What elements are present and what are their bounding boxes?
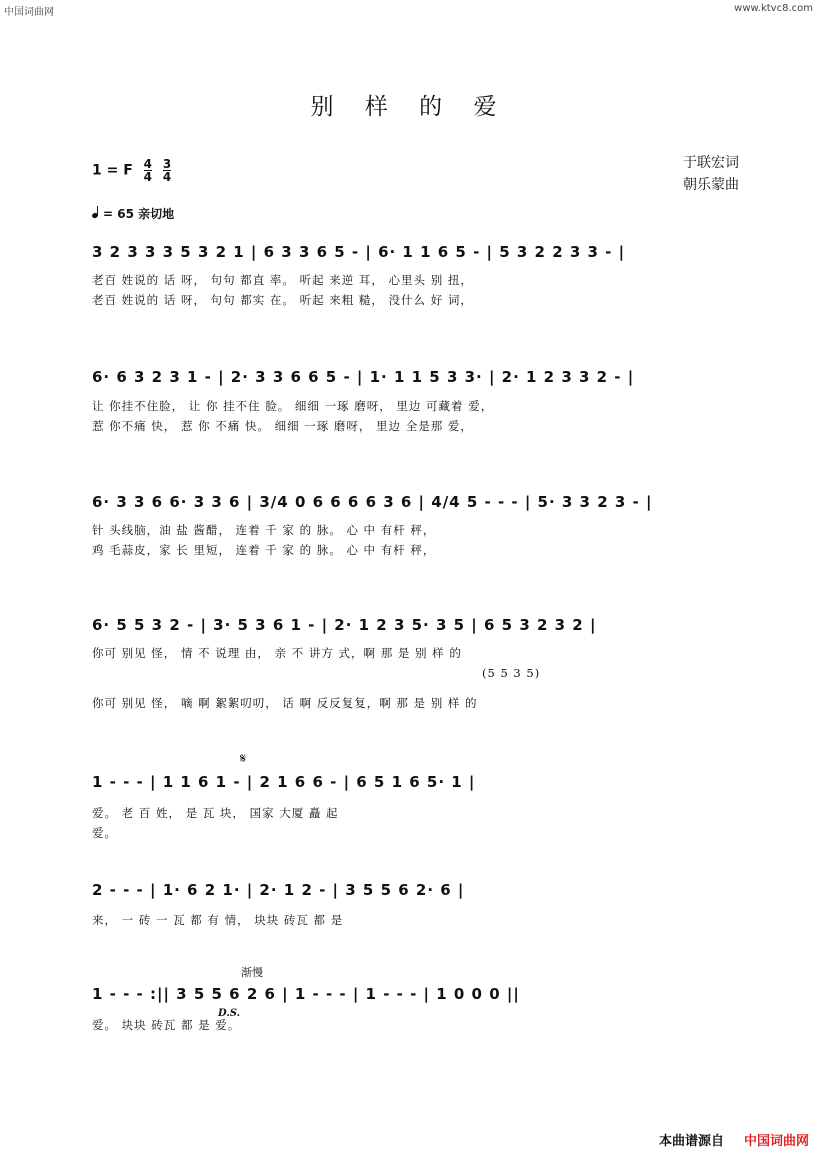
lyric-line-4-alt: (5 5 3 5) [482,666,541,680]
time-signature-3-4: $\frac{3}{4}$ [162,157,172,184]
watermark-right: www.ktvc8.com [734,3,813,14]
lyric-line-4b: 你可 别见 怪， 嘀 啊 絮絮叨叨， 话 啊 反反复复，啊 那 是 别 样 的 [92,696,478,710]
lyric-line-4a: 你可 别见 怪， 情 不 说理 由， 亲 不 讲方 式，啊 那 是 别 样 的 [92,646,462,660]
melody-line-2: 6· 6 3 2 3 1 - | 2· 3 3 6 6 5 - | 1· 1 1 5 3 3· | 2· 1 2 3 3 2 - | [92,368,635,386]
lyric-line-7: 爱。 块块 砖瓦 都 是 爱。 [92,1018,241,1032]
lyric-line-3b: 鸡 毛蒜皮，家 长 里短， 连着 千 家 的 脉。 心 中 有杆 秤， [92,543,436,557]
dal-segno-mark: D.S. [218,1008,241,1019]
lyric-line-1a: 老百 姓说的 话 呀， 句句 都直 率。 听起 来逆 耳， 心里头 别 扭， [92,273,473,287]
lyric-line-3a: 针 头线脑，油 盐 酱醋， 连着 千 家 的 脉。 心 中 有杆 秤， [92,523,436,537]
lyric-line-2a: 让 你挂不住脸， 让 你 挂不住 脸。 细细 一琢 磨呀， 里边 可藏着 爱， [92,399,494,413]
tempo-text: = 65 亲切地 [103,207,175,221]
lyric-line-2b: 惹 你不痛 快， 惹 你 不痛 快。 细细 一琢 磨呀， 里边 全是那 爱， [92,419,473,433]
source-brand[interactable]: 中国词曲网 [743,1134,809,1149]
source-label: 本曲谱源自 [658,1134,724,1149]
song-title: 别 样 的 爱 [310,94,509,120]
melody-line-6: 2 - - - | 1· 6 2 1· | 2· 1 2 - | 3 5 5 6 2· 6 | [92,881,465,899]
composer-credit: 朝乐蒙曲 [683,177,739,193]
lyric-line-5b: 爱。 [92,826,117,840]
melody-line-7: 1 - - - :|| 3 5 5 6 2 6 | 1 - - - | 1 - - - | 1 0 0 0 || [92,985,520,1003]
quarter-note-icon [92,206,100,218]
lyric-line-5a: 爱。 老 百 姓， 是 瓦 块， 国家 大厦 矗 起 [92,806,339,820]
time-signature-4-4: $\frac{4}{4}$ [143,157,153,184]
key-signature [92,158,171,183]
ritardando-mark: 渐慢 [241,966,263,979]
melody-line-1: 3 2 3 3 3 5 3 2 1 | 6 3 3 6 5 - | 6· 1 1 6 5 - | 5 3 2 2 3 3 - | [92,243,626,261]
melody-line-4: 6· 5 5 3 2 - | 3· 5 3 6 1 - | 2· 1 2 3 5· 3 5 | 6 5 3 2 3 2 | [92,616,597,634]
melody-line-3: 6· 3 3 6 6· 3 3 6 | 3/4 0 6 6 6 6 3 6 | 4/4 5 - - - | 5· 3 3 2 3 - | [92,493,653,511]
tempo-marking [92,205,174,222]
lyric-line-6: 来， 一 砖 一 瓦 都 有 情， 块块 砖瓦 都 是 [92,913,344,927]
key-label: 1 = F [92,162,133,179]
lyricist-credit: 于联宏词 [683,155,739,171]
watermark-left: 中国词曲网 [4,7,54,18]
melody-line-5: 1 - - - | 1 1 6 1 - | 2 1 6 6 - | 6 5 1 6 5· 1 | [92,773,476,791]
segno-icon: 𝄋 [240,751,247,767]
lyric-line-1b: 老百 姓说的 话 呀， 句句 都实 在。 听起 来粗 糙， 没什么 好 词， [92,293,473,307]
